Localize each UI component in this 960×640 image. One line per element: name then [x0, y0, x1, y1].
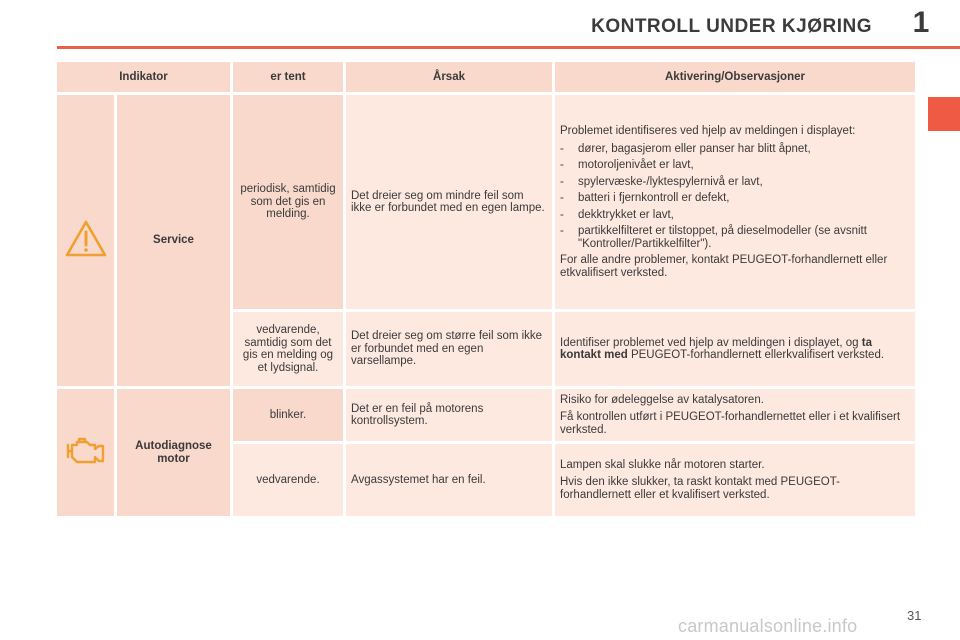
- header-aktivering: Aktivering/Observasjoner: [555, 62, 915, 92]
- warning-triangle-icon: [64, 219, 108, 259]
- engine-diagnosis-label: Autodiagnose motor: [117, 389, 230, 516]
- engine-observations-flashing: Risiko for ødeleggelse av katalysatoren. Få kontrollen utført i PEUGEOT-forhandlernettet eller i et kvalifisert verksted.: [555, 389, 915, 441]
- list-item: - motoroljenivået er lavt,: [560, 159, 694, 171]
- engine-icon-cell: [57, 389, 114, 516]
- list-item: - partikkelfilteret er tilstoppet, på dieselmodeller (se avsnitt "Kontroller/Partikkelfilter").: [560, 225, 867, 250]
- table-row: [57, 95, 915, 309]
- service-label: Service: [117, 95, 230, 386]
- header-er-tent: er tent: [233, 62, 343, 92]
- engine-state-continuous: vedvarende.: [233, 444, 343, 516]
- header-arsak: Årsak: [346, 62, 552, 92]
- service-observations-minor: [555, 95, 915, 309]
- service-icon-cell: [57, 95, 114, 386]
- engine-cause-control: Det er en feil på motorens kontrollsystem.: [346, 389, 552, 441]
- service-state-continuous: vedvarende, samtidig som det gis en melding og et lydsignal.: [233, 312, 343, 386]
- service-cause-minor: Det dreier seg om mindre feil som ikke er forbundet med en egen lampe.: [346, 95, 552, 309]
- engine-cause-exhaust: Avgassystemet har en feil.: [346, 444, 552, 516]
- page-title: KONTROLL UNDER KJØRING: [591, 16, 872, 37]
- observation-outro: For alle andre problemer, kontakt PEUGEOT-forhandlernett eller etkvalifisert verksted.: [560, 254, 888, 279]
- header-rule: [57, 46, 960, 49]
- watermark: carmanualsonline.info: [678, 616, 858, 636]
- chapter-number: 1: [912, 6, 930, 39]
- engine-observations-continuous: Lampen skal slukke når motoren starter. Hvis den ikke slukker, ta raskt kontakt med PEUGEOT-forhandlernett eller et kvalifisert verksted.: [555, 444, 915, 516]
- list-item: - dører, bagasjerom eller panser har blitt åpnet,: [560, 142, 811, 155]
- page-number: 31: [907, 608, 922, 623]
- list-item: - batteri i fjernkontroll er defekt,: [560, 192, 730, 204]
- service-state-periodic: periodisk, samtidig som det gis en melding.: [233, 95, 343, 309]
- service-observations-major: Identifiser problemet ved hjelp av meldingen i displayet, og ta kontakt med PEUGEOT-forhandlernett ellerkvalifisert verksted.: [555, 312, 915, 386]
- engine-icon: [65, 435, 107, 467]
- chapter-tab: [928, 97, 960, 131]
- list-item: - spylervæske-/lyktespylernivå er lavt,: [560, 175, 763, 188]
- observation-intro: Problemet identifiseres ved hjelp av meldingen i displayet:: [560, 125, 856, 137]
- engine-state-flashing: blinker.: [233, 389, 343, 441]
- header-indikator: Indikator: [57, 62, 230, 92]
- list-item: - dekktrykket er lavt,: [560, 208, 674, 221]
- table-row: [57, 389, 915, 441]
- table-header-row: [57, 62, 915, 92]
- service-cause-major: Det dreier seg om større feil som ikke er forbundet med en egen varsellampe.: [346, 312, 552, 386]
- contact-emphasis: ta kontakt med: [560, 336, 872, 361]
- indicator-table: [54, 59, 918, 519]
